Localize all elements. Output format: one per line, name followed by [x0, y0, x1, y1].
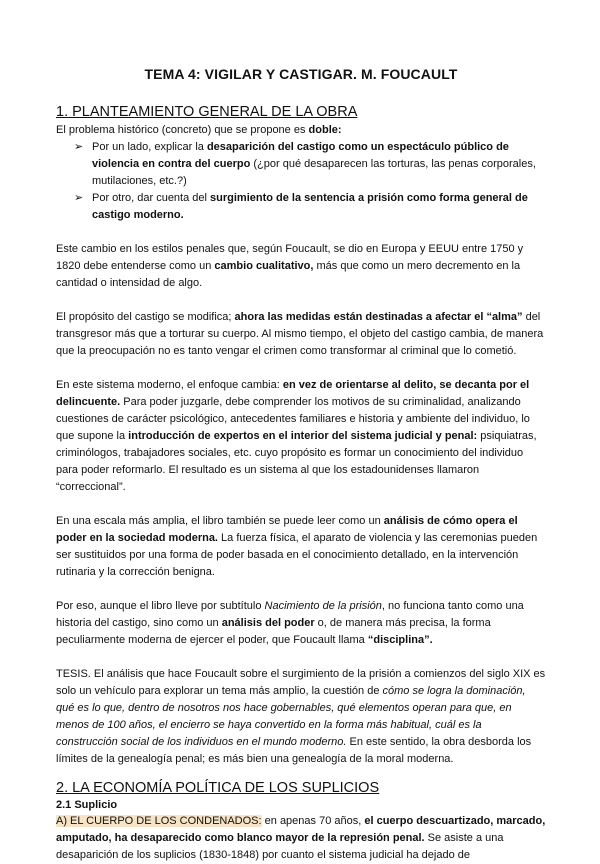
bullet-list	[74, 139, 546, 224]
paragraph: En una escala más amplia, el libro también se puede leer como un análisis de cómo opera el poder en la sociedad moderna. La fuerza física, el aparato de violencia y las ceremonias pueden ser sustituidos por una forma de poder basada en el conocimiento detallado, en la intervención rutinaria y la corrección benigna.	[56, 515, 538, 578]
list-item: ➢ Por otro, dar cuenta del surgimiento de la sentencia a prisión como forma general de castigo moderno.	[74, 192, 528, 221]
section-heading-1: 1. PLANTEAMIENTO GENERAL DE LA OBRA	[56, 104, 358, 120]
paragraph: En este sistema moderno, el enfoque cambia: en vez de orientarse al delito, se decanta por el delincuente. Para poder juzgarle, debe comprender los motivos de su criminalidad, analizando cuestiones de carácter psicológico, antecedentes familiares e historia y ambiente del individuo, lo que supone la introducción de expertos en el interior del sistema judicial y penal: psiquiatras, criminólogos, trabajadores sociales, etc. cuyo propósito es formar un conocimiento del individuo para poder reformarlo. El resultado es un sistema al que los estadounidenses llamaron “correccional”.	[56, 379, 537, 493]
paragraph: A) EL CUERPO DE LOS CONDENADOS: en apenas 70 años, el cuerpo descuartizado, marcado, amputado, ha desaparecido como blanco mayor de la represión penal. Se asiste a una desaparición de los suplicios (1830-1848) por cuanto el sistema judicial ha dejado de	[56, 815, 546, 861]
arrow-bullet-icon: ➢	[74, 141, 84, 153]
document-page	[56, 66, 546, 864]
document-title: TEMA 4: VIGILAR Y CASTIGAR. M. FOUCAULT	[144, 66, 458, 82]
list-item: ➢ Por un lado, explicar la desaparición del castigo como un espectáculo público de violencia en contra del cuerpo (¿por qué desaparecen las torturas, las penas corporales, mutilaciones, etc.?)	[74, 141, 536, 187]
highlighted-label: A) EL CUERPO DE LOS CONDENADOS:	[56, 815, 262, 827]
subsection-heading: 2.1 Suplicio	[56, 799, 118, 811]
paragraph: Este cambio en los estilos penales que, según Foucault, se dio en Europa y EEUU entre 1750 y 1820 debe entenderse como un cambio cualitativo, más que como un mero decremento en la cantidad o intensidad de algo.	[56, 243, 524, 289]
section-heading-2: 2. LA ECONOMÍA POLÍTICA DE LOS SUPLICIOS	[56, 780, 380, 796]
paragraph-thesis: TESIS. El análisis que hace Foucault sobre el surgimiento de la prisión a comienzos del siglo XIX es solo un vehículo para explorar un tema más amplio, la cuestión de cómo se logra la dominación, qué es lo que, dentro de nosotros nos hace gobernables, qué elementos operan para que, en menos de 100 años, el encierro se haya convertido en la forma más habitual, cuál es la construcción social de los individuos en el mundo moderno. En este sentido, la obra desborda los límites de la genealogía penal; es más bien una genealogía de la moral moderna.	[56, 668, 546, 765]
paragraph: El propósito del castigo se modifica; ahora las medidas están destinadas a afectar el “alma” del transgresor más que a torturar su cuerpo. Al mismo tiempo, el objeto del castigo cambia, de manera que la preocupación no es tanto vengar el crimen como transformar al criminal que lo cometió.	[56, 311, 544, 357]
paragraph: Por eso, aunque el libro lleve por subtítulo Nacimiento de la prisión, no funciona tanto como una historia del castigo, sino como un análisis del poder o, de manera más precisa, la forma peculiarmente moderna de ejercer el poder, que Foucault llama “disciplina”.	[56, 600, 524, 646]
paragraph-intro: El problema histórico (concreto) que se propone es doble:	[56, 124, 342, 136]
arrow-bullet-icon: ➢	[74, 192, 84, 204]
